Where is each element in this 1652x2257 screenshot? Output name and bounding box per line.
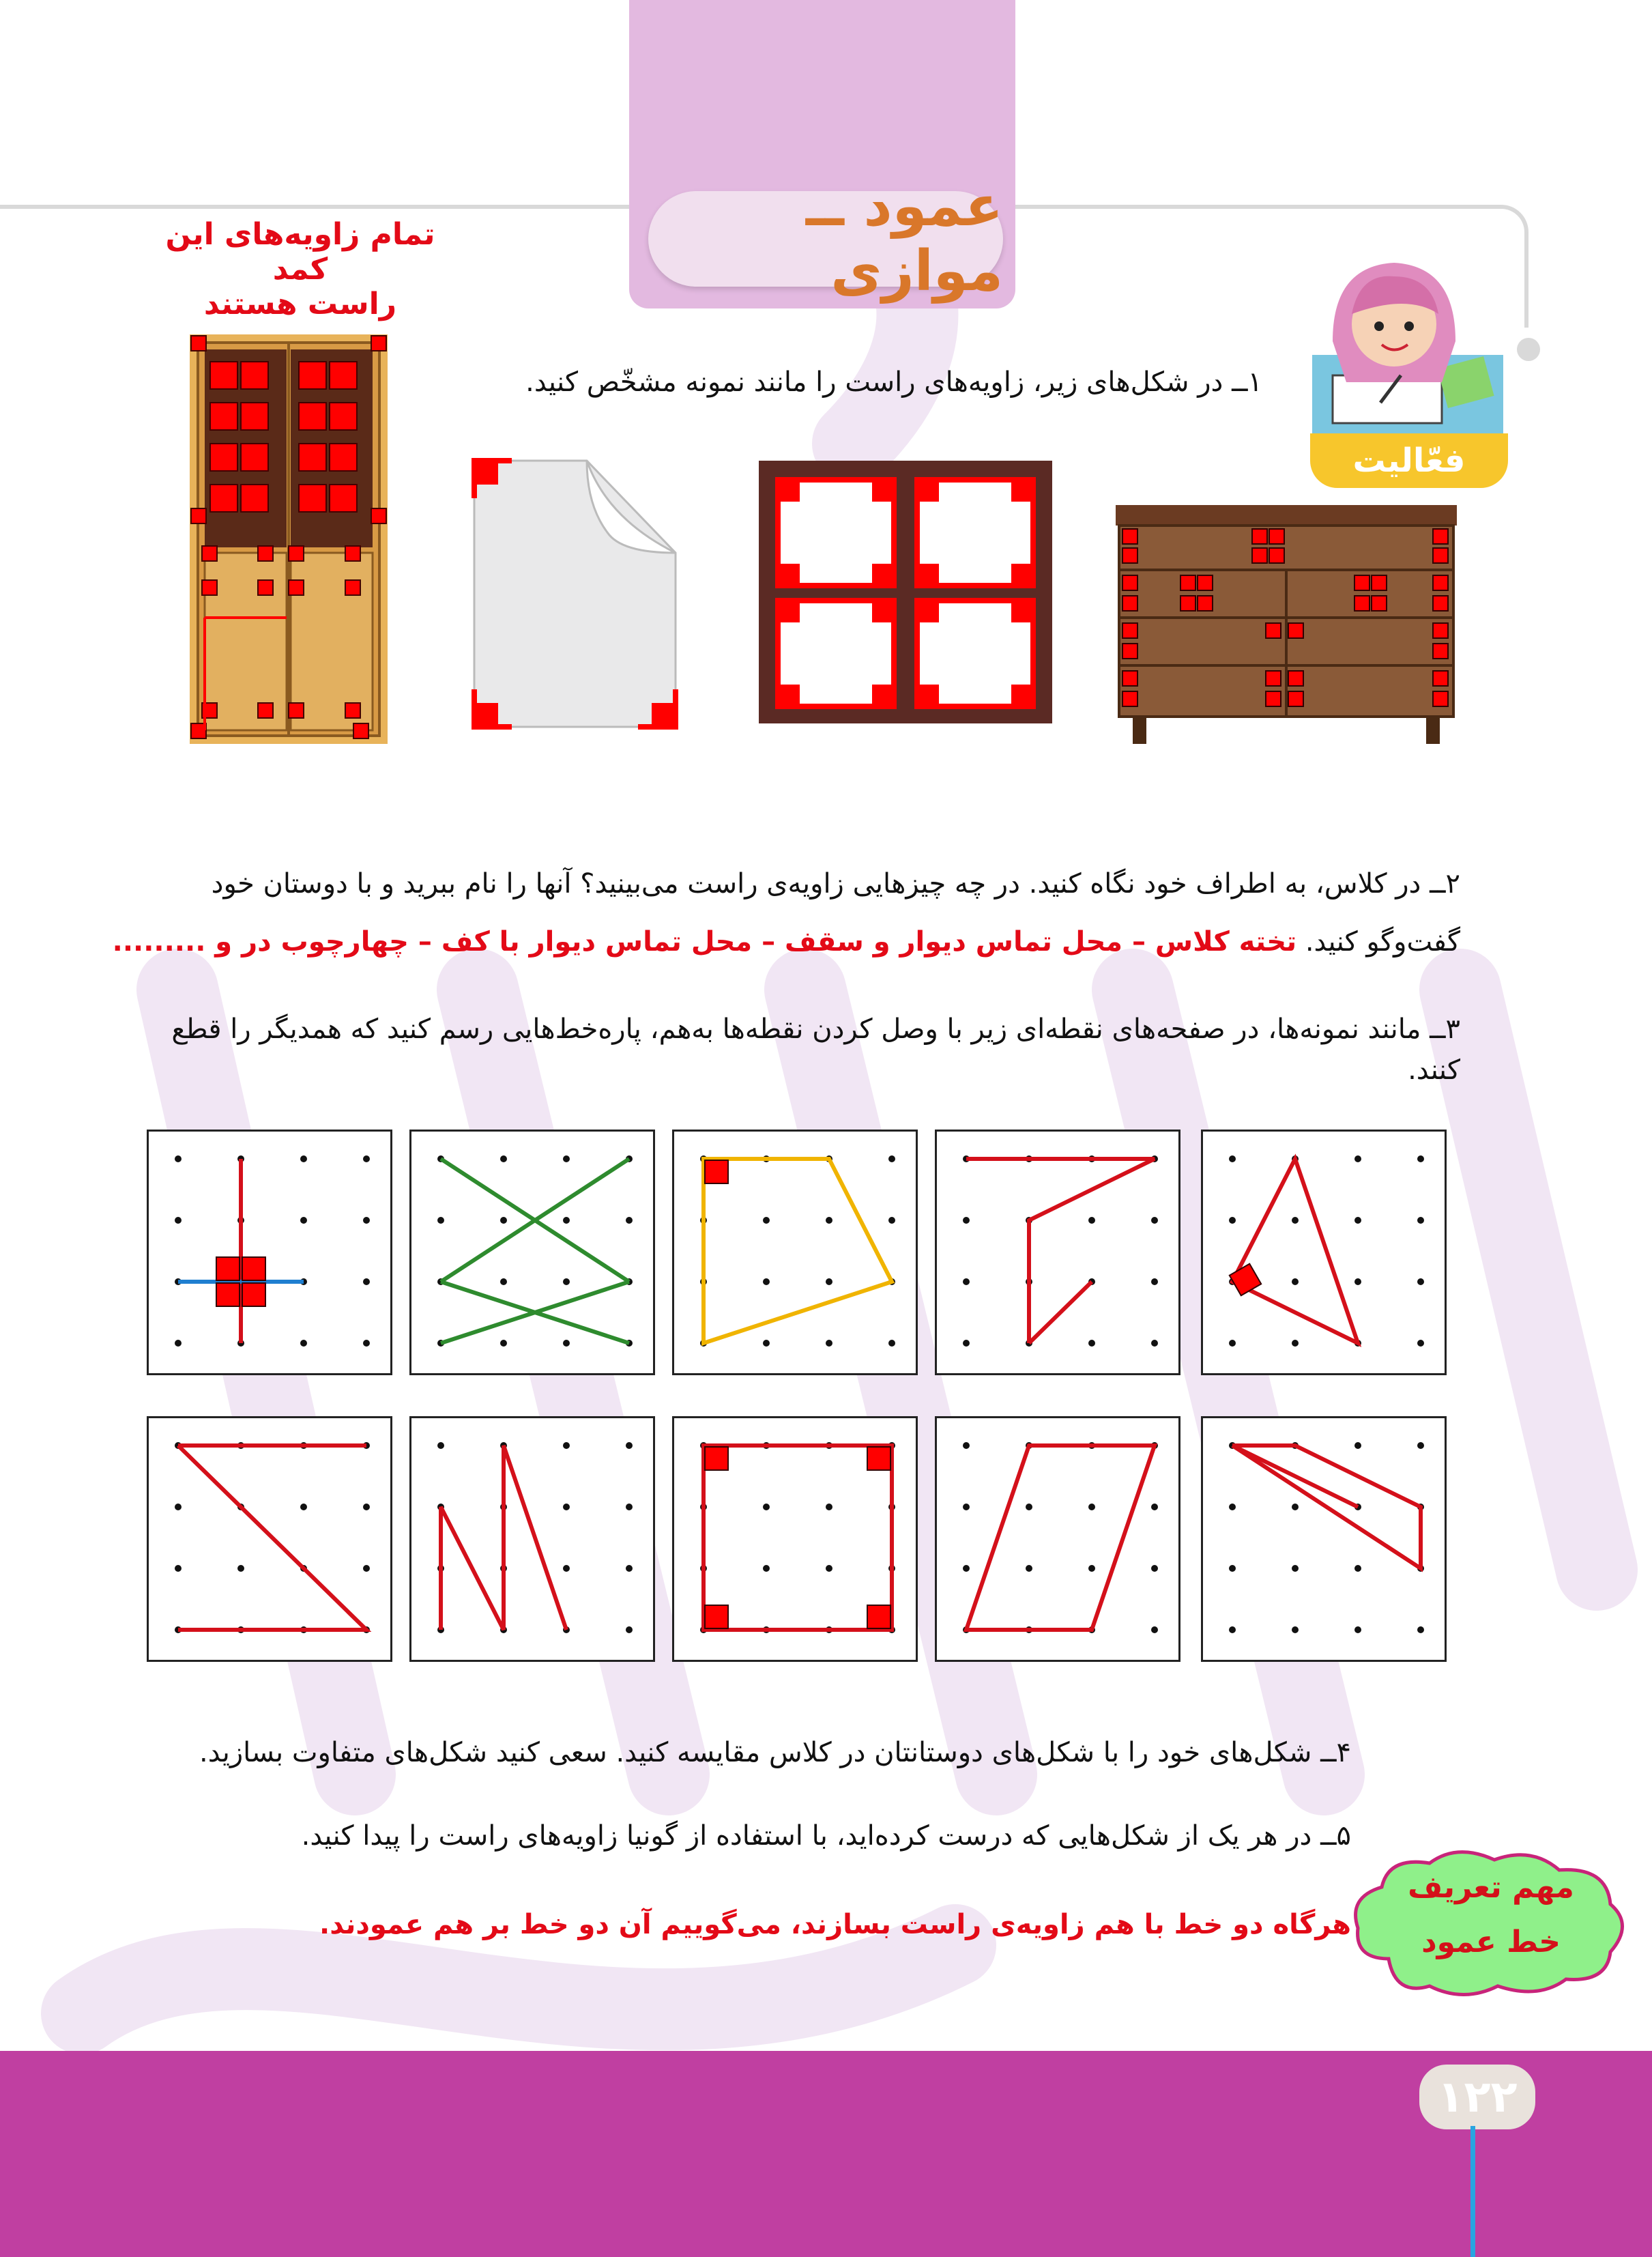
question-2-line2 (41, 921, 1460, 962)
page-number: ۱۲۲ (1437, 2071, 1518, 2123)
question-3: ۳ــ مانند نمونه‌ها، در صفحه‌های نقطه‌ای زیر با وصل کردن نقطه‌ها به‌هم، پاره‌خط‌هایی رسم کنید که همدیگر را قطع کنند. (171, 1014, 1460, 1086)
dot-grid-2-2 (409, 1416, 655, 1662)
footer-band (0, 2051, 1652, 2257)
cloud-line2: خط عمود (1421, 1925, 1561, 1959)
header-frame-dot (1517, 338, 1540, 361)
page-title: عمود ــ موازی (805, 174, 1003, 304)
title-pill (648, 174, 1003, 304)
perpendicular-definition: هرگاه دو خط با هم زاویه‌ی راست بسازند، می‌گوییم آن دو خط بر هم عمودند. (319, 1909, 1351, 1940)
activity-badge (1310, 433, 1508, 488)
dot-grid-2-4 (935, 1416, 1180, 1662)
question-5: ۵ــ در هر یک از شکل‌هایی که درست کرده‌اید، با استفاده از گونیا زاویه‌های راست را پیدا کنید. (301, 1820, 1351, 1852)
dot-grid-2-1 (147, 1416, 392, 1662)
paper-sheet-image (471, 457, 689, 730)
question-2-line1: ۲ــ در کلاس، به اطراف خود نگاه کنید. در چه چیزهایی زاویه‌ی راست می‌بینید؟ آنها را نام ببرید و با دوستان خود (211, 868, 1460, 900)
cabinet-image (190, 334, 388, 744)
question-2-answer: تخته کلاس – محل تماس دیوار و سقف – محل تماس دیوار با کف – چهارچوب در و ......... (112, 926, 1297, 958)
question-1: ۱ــ در شکل‌های زیر، زاویه‌های راست را مانند نمونه مشخّص کنید. (525, 366, 1262, 398)
activity-badge-label: فعّالیت (1352, 442, 1466, 480)
window-image (759, 461, 1052, 723)
definition-cloud (1341, 1843, 1641, 2000)
cabinet-note-line1: تمام زاویه‌های این کمد (165, 217, 435, 287)
dot-grid-1-5 (1201, 1130, 1447, 1375)
cabinet-note-line2: راست هستند (203, 287, 397, 321)
question-4: ۴ــ شکل‌های خود را با شکل‌های دوستانتان در کلاس مقایسه کنید. سعی کنید شکل‌های متفاوت بسازید. (199, 1737, 1351, 1768)
cloud-line1: مهم تعریف (1408, 1870, 1574, 1905)
dot-grid-2-3 (672, 1416, 918, 1662)
dot-grid-2-5 (1201, 1416, 1447, 1662)
dot-grid-1-3 (672, 1130, 918, 1375)
dot-grid-1-4 (935, 1130, 1180, 1375)
dot-grid-1-2 (409, 1130, 655, 1375)
footer-blue-line (1470, 2126, 1475, 2257)
question-2-prompt-end: گفت‌وگو کنید. (1305, 926, 1460, 958)
dresser-image (1112, 502, 1460, 747)
page-number-pill (1419, 2065, 1535, 2129)
dot-grid-1-1 (147, 1130, 392, 1375)
